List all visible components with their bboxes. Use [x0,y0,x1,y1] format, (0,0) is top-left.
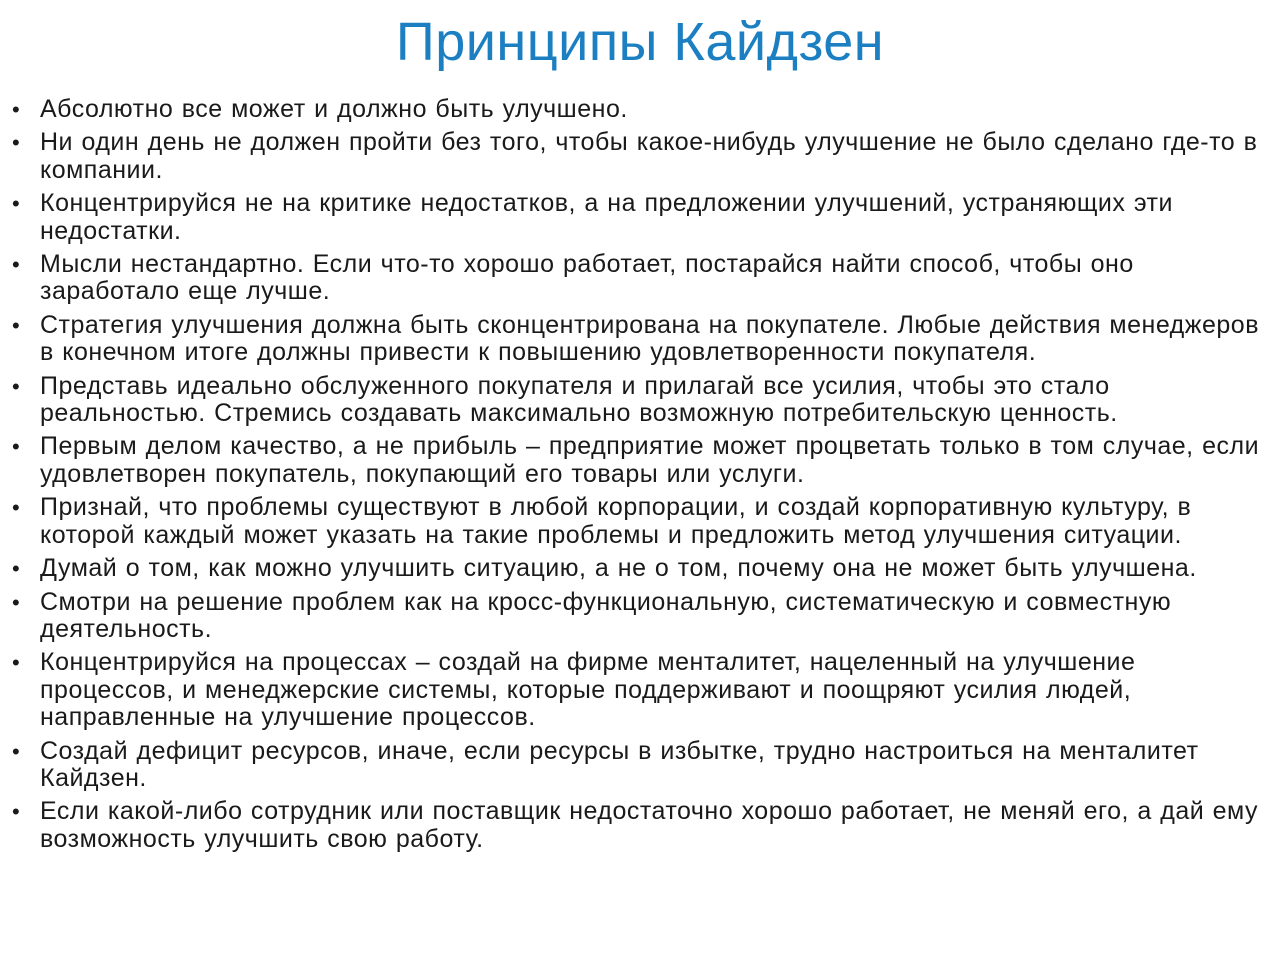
bullet-icon: • [12,191,21,217]
list-item [12,798,1262,853]
list-item [12,738,1262,793]
list-item-text: Думай о том, как можно улучшить ситуацию, а не о том, почему она не может быть улучшена. [40,554,1197,583]
list-item [12,312,1262,367]
list-item-text: Стратегия улучшения должна быть сконцентрирована на покупателе. Любые действия менеджеров в конечном итоге должны привести к повышению удовлетворенности покупателя. [40,310,1259,367]
list-item [12,555,1262,582]
bullet-icon: • [12,434,21,460]
list-item [12,190,1262,245]
bullet-icon: • [12,312,21,338]
bullet-icon: • [12,252,21,278]
bullet-icon: • [12,799,21,825]
list-item [12,129,1262,184]
list-item-text: Первым делом качество, а не прибыль – предприятие может процветать только в том случае, если удовлетворен покупатель, покупающий его товары или услуги. [40,432,1260,488]
list-item-text: Мысли нестандартно. Если что-то хорошо работает, постарайся найти способ, чтобы оно заработало еще лучше. [40,250,1134,306]
list-item-text: Концентрируйся на процессах – создай на фирме менталитет, нацеленный на улучшение процессов, и менеджерские системы, которые поддерживают и поощряют усилия людей, направленные на улучшение процессов. [40,648,1136,732]
bullet-icon: • [12,738,21,764]
list-item-text: Концентрируйся не на критике недостатков, а на предложении улучшений, устраняющих эти недостатки. [40,189,1173,245]
bullet-icon: • [12,97,21,122]
bullet-icon: • [12,373,21,399]
list-item [12,251,1262,306]
list-item-text: Абсолютно все может и должно быть улучшено. [40,95,628,123]
list-item-text: Ни один день не должен пройти без того, чтобы какое-нибудь улучшение не было сделано где-то в компании. [40,128,1258,184]
list-item-text: Смотри на решение проблем как на кросс-функциональную, систематическую и совместную деятельность. [40,587,1172,643]
list-item [12,589,1262,644]
list-item [12,433,1262,488]
list-item [12,373,1262,428]
list-item [12,494,1262,549]
bullet-icon: • [12,650,21,676]
slide-title: Принципы Кайдзен [395,12,885,72]
list-item-text: Признай, что проблемы существуют в любой корпорации, и создай корпоративную культуру, в которой каждый может указать на такие проблемы и предложить метод улучшения ситуации. [40,493,1192,549]
bullet-icon: • [12,130,21,156]
bullet-icon: • [12,495,21,521]
bullet-icon: • [12,556,21,582]
list-item [12,96,1262,123]
list-item-text: Представь идеально обслуженного покупателя и прилагай все усилия, чтобы это стало реальностью. Стремись создавать максимально возможную потребительскую ценность. [40,371,1118,428]
bullet-icon: • [12,589,21,615]
principles-list [12,96,1262,859]
list-item [12,649,1262,731]
list-item-text: Создай дефицит ресурсов, иначе, если ресурсы в избытке, трудно настроиться на менталитет Кайдзен. [40,736,1199,792]
list-item-text: Если какой-либо сотрудник или поставщик недостаточно хорошо работает, не меняй его, а дай ему возможность улучшить свою работу. [40,797,1259,853]
